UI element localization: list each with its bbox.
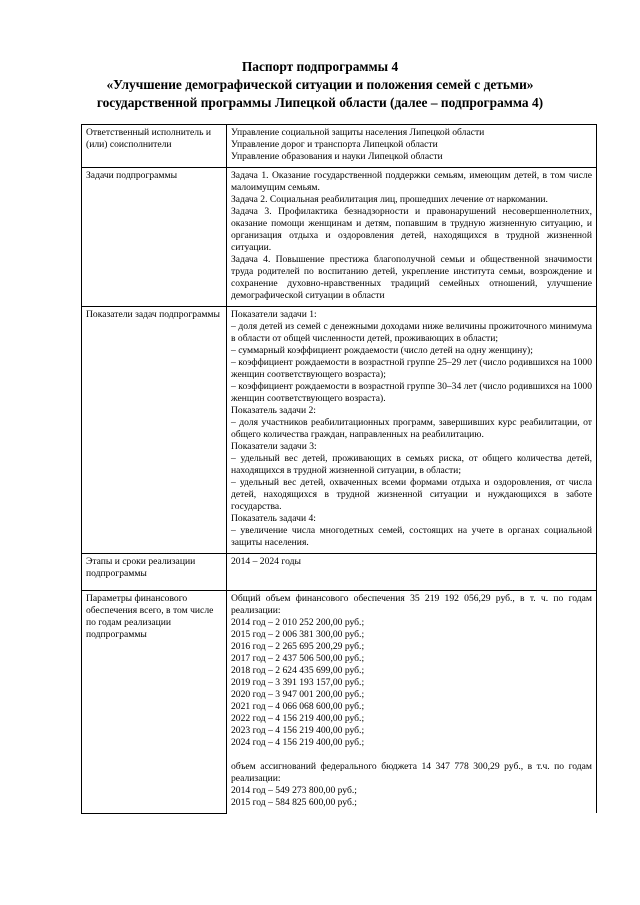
- passport-table: [81, 124, 597, 814]
- stages-value: 2014 – 2024 годы: [227, 554, 597, 591]
- task-item: Задача 4. Повышение престижа благополучной семьи и общественной значимости труда родителей по воспитанию детей, укрепление института семьи, возрождение и сохранение духовно-нравственных традиций семейных отношений, улучшение демографической ситуации в области: [231, 254, 592, 301]
- executor-value: [227, 125, 597, 168]
- row-indicators: [82, 307, 597, 554]
- indicator-item: – коэффициент рождаемости в возрастной группе 25–29 лет (число родившихся на 1000 женщин соответствующего возраста);: [231, 357, 592, 380]
- finance-year: 2024 год – 4 156 219 400,00 руб.;: [231, 737, 365, 748]
- finance-year: 2014 год – 2 010 252 200,00 руб.;: [231, 617, 365, 628]
- executor-line: Управление социальной защиты населения Липецкой области: [231, 127, 485, 138]
- finance-year: 2023 год – 4 156 219 400,00 руб.;: [231, 725, 365, 736]
- title-line-2: «Улучшение демографической ситуации и положения семей с детьми»: [106, 77, 534, 92]
- executor-line: Управление дорог и транспорта Липецкой области: [231, 139, 438, 150]
- finance-federal: объем ассигнований федерального бюджета 14 347 778 300,29 руб., в т.ч. по годам реализации:: [231, 761, 592, 784]
- tasks-label: Задачи подпрограммы: [82, 168, 227, 307]
- indicator-item: – коэффициент рождаемости в возрастной группе 30–34 лет (число родившихся на 1000 женщин соответствующего возраста).: [231, 381, 592, 404]
- indicator-item: – доля участников реабилитационных программ, завершивших курс реабилитации, от общего количества граждан, направленных на реабилитацию.: [231, 417, 592, 440]
- executor-label: Ответственный исполнитель и (или) соисполнители: [82, 125, 227, 168]
- title-line-3: государственной программы Липецкой области (далее – подпрограмма 4): [96, 95, 544, 110]
- finance-total: Общий объем финансового обеспечения 35 219 192 056,29 руб., в т. ч. по годам реализации:: [231, 593, 592, 616]
- indicators-label: Показатели задач подпрограммы: [82, 307, 227, 554]
- finance-year: 2019 год – 3 391 193 157,00 руб.;: [231, 677, 365, 688]
- executor-line: Управление образования и науки Липецкой области: [231, 151, 443, 162]
- task-item: Задача 3. Профилактика безнадзорности и правонарушений несовершеннолетних, оказание помощи женщинам и детям, попавшим в трудную жизненную ситуацию, и организация отдыха и оздоровления детей, находящихся в трудной жизненной ситуации.: [231, 206, 592, 253]
- finance-year: 2022 год – 4 156 219 400,00 руб.;: [231, 713, 365, 724]
- finance-year: 2020 год – 3 947 001 200,00 руб.;: [231, 689, 365, 700]
- indicator-item: Показатели задачи 3:: [231, 441, 317, 452]
- finance-year: 2017 год – 2 437 506 500,00 руб.;: [231, 653, 365, 664]
- indicator-item: – удельный вес детей, проживающих в семьях риска, от общего количества детей, находящихся в трудной жизненной ситуации, в области;: [231, 453, 592, 476]
- indicator-item: – суммарный коэффициент рождаемости (число детей на одну женщину);: [231, 345, 533, 356]
- indicators-value: [227, 307, 597, 554]
- finance-year: 2015 год – 2 006 381 300,00 руб.;: [231, 629, 365, 640]
- finance-year: 2016 год – 2 265 695 200,29 руб.;: [231, 641, 365, 652]
- row-tasks: [82, 168, 597, 307]
- row-finance: [82, 591, 597, 814]
- finance-label: Параметры финансового обеспечения всего, в том числе по годам реализации подпрограммы: [82, 591, 227, 814]
- finance-spacer: [231, 749, 592, 761]
- indicator-item: Показатели задачи 1:: [231, 309, 317, 320]
- indicator-item: – доля детей из семей с денежными доходами ниже величины прожиточного минимума в области от общей численности детей, проживающих в области;: [231, 321, 592, 344]
- finance-federal-year: 2014 год – 549 273 800,00 руб.;: [231, 785, 357, 796]
- row-executor: [82, 125, 597, 168]
- finance-year: 2021 год – 4 066 068 600,00 руб.;: [231, 701, 365, 712]
- task-item: Задача 1. Оказание государственной поддержки семьям, имеющим детей, в том числе малоимущим семьям.: [231, 170, 592, 193]
- indicator-item: – удельный вес детей, охваченных всеми формами отдыха и оздоровления, от числа детей, находящихся в трудной жизненной ситуации и нуждающихся в заботе государства.: [231, 477, 592, 512]
- indicator-item: Показатель задачи 4:: [231, 513, 316, 524]
- task-item: Задача 2. Социальная реабилитация лиц, прошедших лечение от наркомании.: [231, 194, 548, 205]
- tasks-value: [227, 168, 597, 307]
- finance-value: [227, 591, 597, 814]
- row-stages: [82, 554, 597, 591]
- document-title: [60, 58, 580, 112]
- indicator-item: – увеличение числа многодетных семей, состоящих на учете в органах социальной защиты населения.: [231, 525, 592, 548]
- indicator-item: Показатель задачи 2:: [231, 405, 316, 416]
- finance-federal-year: 2015 год – 584 825 600,00 руб.;: [231, 797, 357, 808]
- title-line-1: Паспорт подпрограммы 4: [241, 59, 399, 74]
- finance-year: 2018 год – 2 624 435 699,00 руб.;: [231, 665, 365, 676]
- stages-label: Этапы и сроки реализации подпрограммы: [82, 554, 227, 591]
